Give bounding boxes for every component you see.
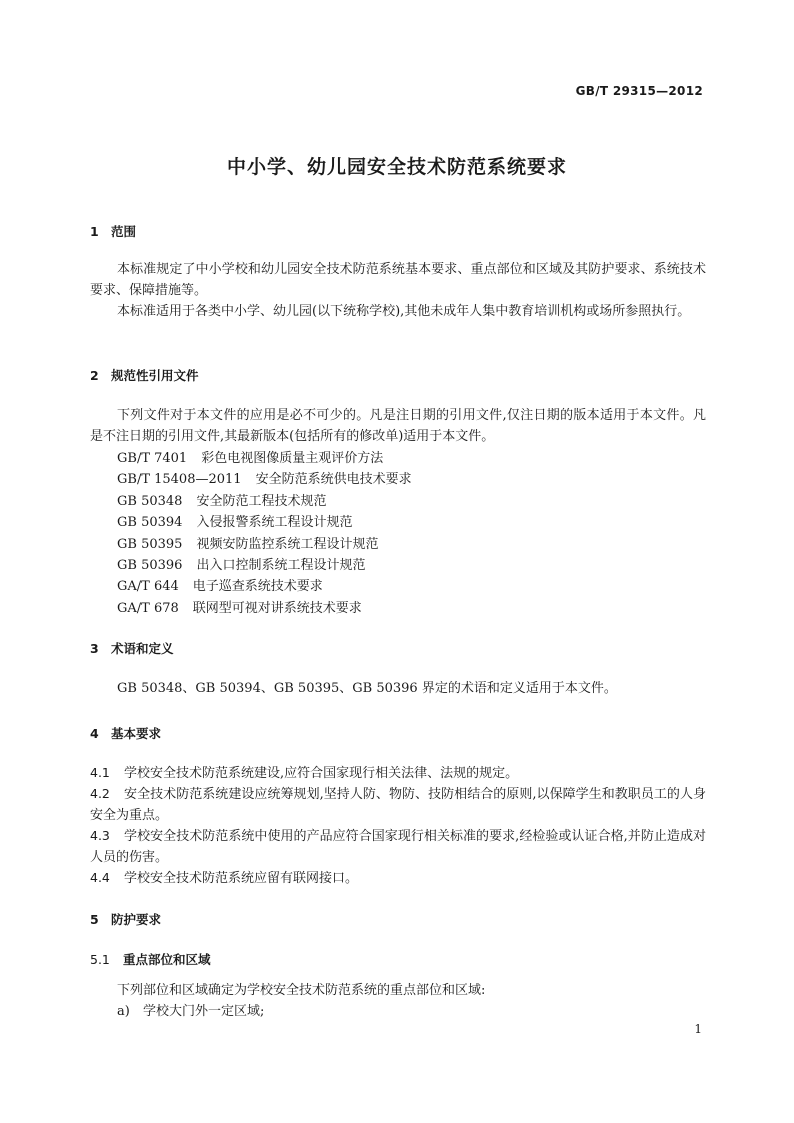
reference-code: GA/T 644 xyxy=(117,579,179,595)
reference-list xyxy=(117,448,412,619)
reference-code: GA/T 678 xyxy=(117,600,179,616)
list-item xyxy=(117,1001,264,1022)
reference-item xyxy=(117,469,412,490)
reference-code: GB 50396 xyxy=(117,558,183,574)
reference-code: GB 50395 xyxy=(117,536,183,552)
section-1-heading xyxy=(90,222,136,240)
clause-4-3 xyxy=(90,825,706,868)
section-3-heading xyxy=(90,639,174,657)
clause-text: 安全技术防范系统建设应统筹规划,坚持人防、物防、技防相结合的原则,以保障学生和教职员工的人身安全为重点。 xyxy=(90,787,706,823)
clause-number: 4.2 xyxy=(90,786,110,801)
clause-text: 学校安全技术防范系统建设,应符合国家现行相关法律、法规的规定。 xyxy=(124,766,519,781)
subsection-5-1-intro: 下列部位和区域确定为学校安全技术防范系统的重点部位和区域: xyxy=(117,983,486,998)
section-title: 范围 xyxy=(111,224,137,239)
reference-code: GB/T 15408—2011 xyxy=(117,472,242,488)
reference-title: 视频安防监控系统工程设计规范 xyxy=(196,536,379,552)
reference-code: GB/T 7401 xyxy=(117,451,188,466)
clause-4-1 xyxy=(90,762,706,784)
section-5-heading xyxy=(90,910,161,928)
section-1-para-1: 本标准规定了中小学校和幼儿园安全技术防范系统基本要求、重点部位和区域及其防护要求、系统技术要求、保障措施等。 xyxy=(90,262,706,298)
reference-title: 入侵报警系统工程设计规范 xyxy=(196,515,353,531)
section-3-para: GB 50348、GB 50394、GB 50395、GB 50396 界定的术语和定义适用于本文件。 xyxy=(117,681,617,696)
reference-item xyxy=(117,512,412,533)
reference-item xyxy=(117,555,412,576)
section-number: 3 xyxy=(90,641,99,656)
section-number: 1 xyxy=(90,224,99,239)
clause-4-2 xyxy=(90,783,706,826)
document-title: 中小学、幼儿园安全技术防范系统要求 xyxy=(226,156,567,178)
reference-item xyxy=(117,448,412,469)
reference-code: GB 50348 xyxy=(117,493,183,509)
list-item-text: 学校大门外一定区域; xyxy=(143,1004,265,1019)
section-number: 2 xyxy=(90,368,99,383)
clause-number: 4.3 xyxy=(90,828,110,843)
reference-code: GB 50394 xyxy=(117,515,183,531)
section-2-intro: 下列文件对于本文件的应用是必不可少的。凡是注日期的引用文件,仅注日期的版本适用于本文件。凡是不注日期的引用文件,其最新版本(包括所有的修改单)适用于本文件。 xyxy=(90,408,706,444)
section-title: 基本要求 xyxy=(111,726,162,741)
page-number: 1 xyxy=(694,1022,702,1036)
reference-title: 联网型可视对讲系统技术要求 xyxy=(192,600,362,616)
clause-text: 学校安全技术防范系统应留有联网接口。 xyxy=(124,871,359,886)
subsection-number: 5.1 xyxy=(90,952,110,967)
section-title: 术语和定义 xyxy=(111,641,174,656)
section-1-para-2: 本标准适用于各类中小学、幼儿园(以下统称学校),其他未成年人集中教育培训机构或场所参照执行。 xyxy=(117,304,691,319)
section-number: 4 xyxy=(90,726,99,741)
reference-item xyxy=(117,576,412,597)
standard-code: GB/T 29315—2012 xyxy=(575,84,703,98)
section-number: 5 xyxy=(90,912,99,927)
section-title: 规范性引用文件 xyxy=(111,368,199,383)
reference-item xyxy=(117,598,412,619)
subsection-5-1-heading xyxy=(90,950,211,968)
clause-number: 4.1 xyxy=(90,765,110,780)
reference-item xyxy=(117,491,412,512)
reference-title: 彩色电视图像质量主观评价方法 xyxy=(201,451,384,466)
reference-title: 电子巡查系统技术要求 xyxy=(192,579,323,595)
clause-text: 学校安全技术防范系统中使用的产品应符合国家现行相关标准的要求,经检验或认证合格,并防止造成对人员的伤害。 xyxy=(90,829,706,865)
clause-number: 4.4 xyxy=(90,870,110,885)
clause-4-4 xyxy=(90,867,706,889)
section-2-heading xyxy=(90,366,199,384)
reference-title: 出入口控制系统工程设计规范 xyxy=(196,558,366,574)
section-4-heading xyxy=(90,724,161,742)
section-title: 防护要求 xyxy=(111,912,162,927)
list-item-number: a) xyxy=(117,1004,130,1019)
subsection-title: 重点部位和区域 xyxy=(123,952,211,967)
reference-item xyxy=(117,534,412,555)
reference-title: 安全防范工程技术规范 xyxy=(196,493,327,509)
reference-title: 安全防范系统供电技术要求 xyxy=(255,472,412,488)
